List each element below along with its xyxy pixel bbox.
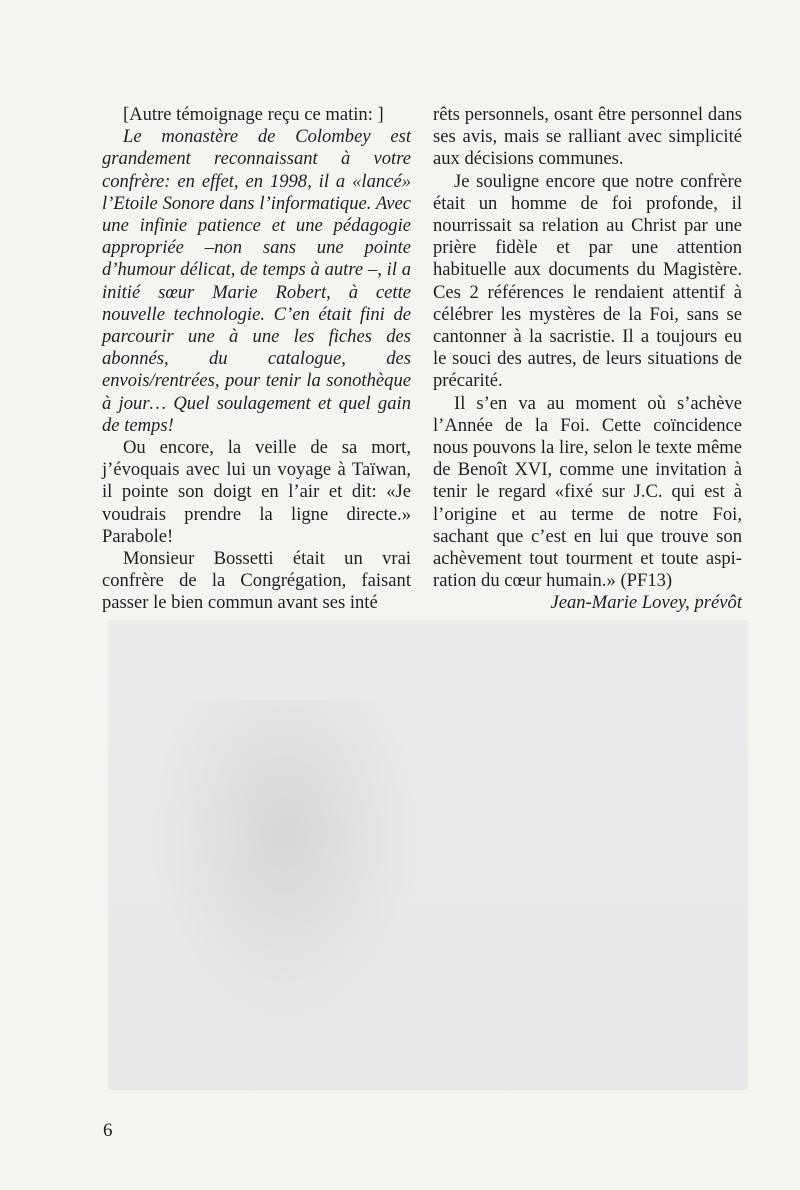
paragraph-testimony: Le monastère de Colombey est grandement reconnaissant à votre confrère: en effet, en 1998, il a «lancé» l’Etoile Sonore dans l’informatique. Avec une infinie patience et une pédagogie appropriée –non sans une pointe d’humour délicat, de temps à autre –, il a initié sœur Marie Robert, à cette nouvelle technologie. C’en était fini de parcourir une à une les fiches des abonnés, du catalogue, des envois/rentrées, pour tenir la sonothèque à jour… Quel soulagement et quel gain de temps! bbox=[102, 126, 411, 436]
paragraph-intro: [Autre témoignage reçu ce matin: ] bbox=[123, 104, 384, 125]
paragraph-year-of-faith: Il s’en va au moment où s’achève l’Année de la Foi. Cette coïncidence nous pouvons la lire, selon le texte même de Benoît XVI, comme une invitation à tenir le regard «fixé sur J.C. qui est à l’origine et au terme de notre Foi, sachant que c’est en lui que trouve son achèvement tout tourment et toute aspiration du cœur humain.» (PF13) bbox=[433, 392, 742, 592]
paragraph-taiwan: Ou encore, la veille de sa mort, j’évoquais avec lui un voyage à Taïwan, il pointe son doigt en l’air et dit: «Je voudrais prendre la ligne directe.» Parabole! bbox=[102, 437, 411, 547]
show-through-photo bbox=[150, 700, 420, 1030]
right-column bbox=[433, 104, 742, 615]
paragraph-continuation: rêts personnels, osant être personnel dans ses avis, mais se ralliant avec simplicité aux décisions communes. bbox=[433, 104, 742, 170]
signature: Jean-Marie Lovey, prévôt bbox=[550, 592, 742, 614]
paragraph-bossetti: Monsieur Bossetti était un vrai confrère de la Congrégation, faisant passer le bien commun avant ses inté bbox=[102, 548, 411, 614]
page-number: 6 bbox=[103, 1120, 113, 1141]
left-column bbox=[102, 104, 411, 615]
paragraph-faith: Je souligne encore que notre confrère était un homme de foi profonde, il nourrissait sa relation au Christ par une prière fidèle et par une attention habituelle aux documents du Magistère. Ces 2 références le rendaient attentif à célébrer les mystères de la Foi, sans se cantonner à la sacristie. Il a toujours eu le souci des autres, de leurs situations de précarité. bbox=[433, 170, 742, 392]
